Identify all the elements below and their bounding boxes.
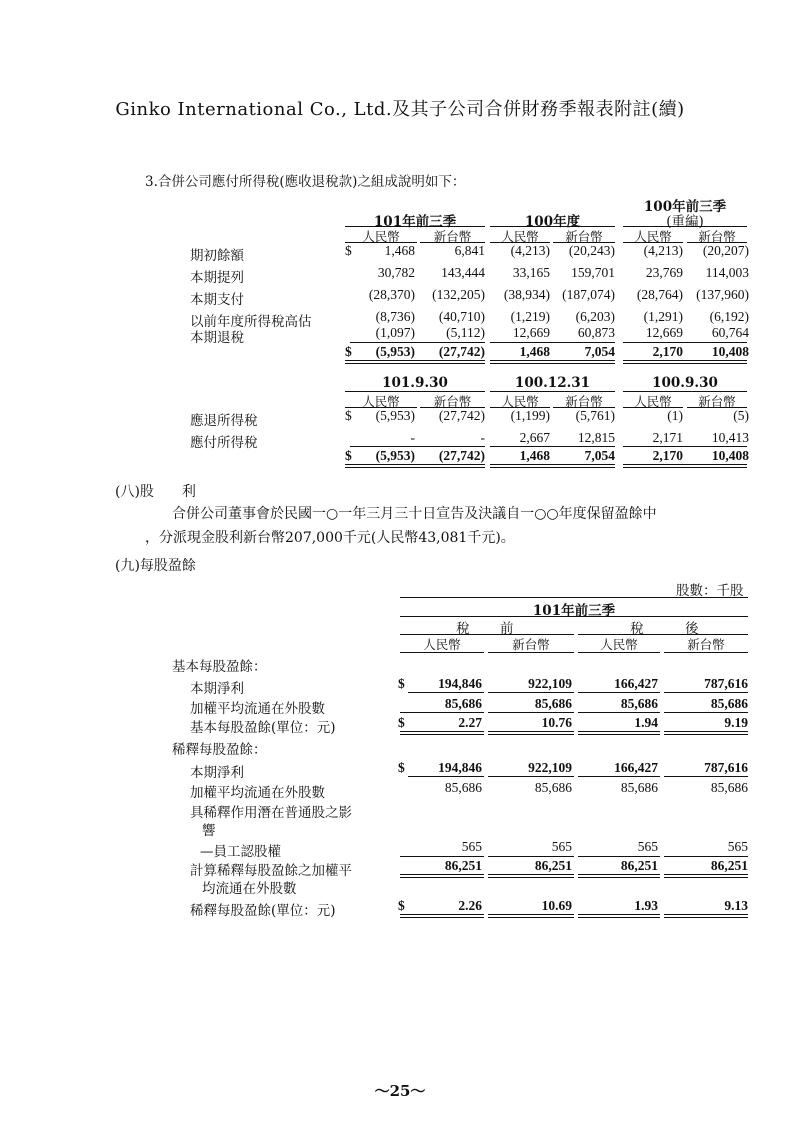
cell: 114,003 xyxy=(705,265,749,280)
cell: 33,165 xyxy=(512,265,550,280)
cell: 922,109 xyxy=(528,676,572,691)
cell: 787,616 xyxy=(704,760,748,775)
cell: (8,736) xyxy=(375,309,415,324)
currency-ntd: 新台幣 xyxy=(433,394,472,409)
cell: 23,769 xyxy=(645,265,683,280)
currency-rmb: 人民幣 xyxy=(362,394,400,409)
cell: 9.13 xyxy=(724,898,748,913)
currency-rmb: 人民幣 xyxy=(634,394,672,409)
total-cell: 7,054 xyxy=(584,448,615,463)
cell: 2.27 xyxy=(458,715,482,730)
row-label: 應退所得稅 xyxy=(190,413,258,429)
cell: 60,764 xyxy=(711,325,749,340)
cell: 12,669 xyxy=(645,325,683,340)
cell: (5,761) xyxy=(575,408,615,423)
currency-ntd: 新台幣 xyxy=(512,637,550,652)
dividend-paragraph-1: 合併公司董事會於民國一○一年三月三十日宣告及決議自一○○年度保留盈餘中 xyxy=(172,506,657,522)
cell: - xyxy=(480,430,485,445)
dollar-sign: $ xyxy=(345,243,352,258)
eps-heading: (九)每股盈餘 xyxy=(115,558,196,574)
currency-rmb: 人民幣 xyxy=(600,637,638,652)
cell: 194,846 xyxy=(438,676,482,691)
row-label-cont: 響 xyxy=(202,823,216,839)
currency-rmb: 人民幣 xyxy=(423,637,461,652)
cell: (28,764) xyxy=(636,287,683,302)
cell: (5) xyxy=(733,408,749,423)
total-cell: (5,953) xyxy=(375,344,415,359)
cell: 86,251 xyxy=(620,858,658,873)
cell: 565 xyxy=(461,839,482,854)
cell: (1,097) xyxy=(375,325,415,340)
cell: (6,192) xyxy=(709,309,749,324)
cell: 194,846 xyxy=(438,760,482,775)
cell: 60,873 xyxy=(577,325,615,340)
date-header-1: 101.9.30 xyxy=(382,375,448,391)
total-cell: 2,170 xyxy=(652,344,683,359)
row-label: 本期退稅 xyxy=(190,330,244,346)
row-label: 加權平均流通在外股數 xyxy=(190,701,325,717)
dollar-sign: $ xyxy=(345,344,352,359)
cell: (20,243) xyxy=(568,243,615,258)
eps-period: 101年前三季 xyxy=(532,603,616,619)
currency-ntd: 新台幣 xyxy=(687,637,725,652)
pre-tax-1: 稅 xyxy=(456,621,470,637)
tax-heading: 3.合併公司應付所得稅(應收退稅款)之組成說明如下： xyxy=(145,174,466,190)
dollar-sign: $ xyxy=(398,676,405,691)
cell: 85,686 xyxy=(534,696,572,711)
cell: 565 xyxy=(551,839,572,854)
currency-ntd: 新台幣 xyxy=(433,229,472,244)
cell: 86,251 xyxy=(710,858,748,873)
cell: 922,109 xyxy=(528,760,572,775)
total-cell: 10,408 xyxy=(711,448,749,463)
cell: (1,291) xyxy=(643,309,683,324)
cell: (6,203) xyxy=(575,309,615,324)
currency-rmb: 人民幣 xyxy=(501,394,539,409)
total-cell: 2,170 xyxy=(652,448,683,463)
cell: 85,686 xyxy=(534,780,572,795)
cell: 2,171 xyxy=(652,430,683,445)
total-cell: (27,742) xyxy=(438,448,485,463)
cell: 85,686 xyxy=(710,696,748,711)
cell: (4,213) xyxy=(643,243,683,258)
eps-unit: 股數：千股 xyxy=(676,583,744,599)
page-number: ～25～ xyxy=(374,1082,426,1100)
total-cell: 7,054 xyxy=(584,344,615,359)
diluted-eps-heading: 稀釋每股盈餘： xyxy=(172,742,267,758)
cell: 143,444 xyxy=(441,265,485,280)
currency-ntd: 新台幣 xyxy=(565,229,603,244)
cell: 10.69 xyxy=(541,898,572,913)
cell: 10,413 xyxy=(711,430,749,445)
cell: 565 xyxy=(637,839,658,854)
row-label: 加權平均流通在外股數 xyxy=(190,785,325,801)
cell: (1,199) xyxy=(510,408,550,423)
dollar-sign: $ xyxy=(345,448,352,463)
currency-ntd: 新台幣 xyxy=(698,229,736,244)
date-header-2: 100.12.31 xyxy=(514,375,591,391)
cell: 1.93 xyxy=(634,898,658,913)
cell: 85,686 xyxy=(444,780,482,795)
cell: (4,213) xyxy=(510,243,550,258)
pre-tax-2: 前 xyxy=(500,621,514,637)
dollar-sign: $ xyxy=(398,715,405,730)
cell: (132,205) xyxy=(432,287,485,302)
cell: 86,251 xyxy=(444,858,482,873)
cell: 166,427 xyxy=(614,760,658,775)
cell: (27,742) xyxy=(438,408,485,423)
cell: 787,616 xyxy=(704,676,748,691)
cell: 10.76 xyxy=(541,715,572,730)
dollar-sign: $ xyxy=(398,898,405,913)
total-cell: (5,953) xyxy=(375,448,415,463)
currency-rmb: 人民幣 xyxy=(362,229,400,244)
date-header-3: 100.9.30 xyxy=(652,375,718,391)
cell: 9.19 xyxy=(724,715,748,730)
basic-eps-heading: 基本每股盈餘： xyxy=(172,659,267,675)
cell: (1,219) xyxy=(510,309,550,324)
currency-rmb: 人民幣 xyxy=(634,229,672,244)
row-label: 基本每股盈餘(單位：元) xyxy=(190,720,336,736)
row-label: 稀釋每股盈餘(單位：元) xyxy=(190,903,336,919)
cell: 30,782 xyxy=(377,265,415,280)
cell: 159,701 xyxy=(571,265,615,280)
row-label: 期初餘額 xyxy=(190,248,244,264)
cell: 1.94 xyxy=(634,715,658,730)
row-label: 計算稀釋每股盈餘之加權平 xyxy=(190,863,352,879)
dividend-heading: (八)股 利 xyxy=(115,484,196,500)
cell: 12,669 xyxy=(512,325,550,340)
cell: (28,370) xyxy=(368,287,415,302)
currency-rmb: 人民幣 xyxy=(501,229,539,244)
cell: 166,427 xyxy=(614,676,658,691)
cell: 86,251 xyxy=(534,858,572,873)
dollar-sign: $ xyxy=(345,408,352,423)
cell: 85,686 xyxy=(444,696,482,711)
cell: 85,686 xyxy=(620,696,658,711)
row-label: 以前年度所得稅高估 xyxy=(190,314,312,330)
period-header-3-note: (重編) xyxy=(666,214,704,230)
page-title: Ginko International Co., Ltd.及其子公司合併財務季報表附註(續) xyxy=(115,99,685,120)
cell: 12,815 xyxy=(577,430,615,445)
row-label: 本期提列 xyxy=(190,270,244,286)
cell: (20,207) xyxy=(702,243,749,258)
row-label: 本期淨利 xyxy=(190,765,244,781)
row-label: 具稀釋作用潛在普通股之影 xyxy=(190,805,352,821)
cell: 6,841 xyxy=(454,243,485,258)
cell: (1) xyxy=(667,408,683,423)
total-cell: 1,468 xyxy=(519,448,550,463)
period-header-3: 100年前三季 xyxy=(643,199,727,215)
cell: (5,953) xyxy=(375,408,415,423)
row-label-cont: 均流通在外股數 xyxy=(202,881,297,897)
cell: (137,960) xyxy=(696,287,749,302)
cell: 1,468 xyxy=(384,243,415,258)
total-cell: 10,408 xyxy=(711,344,749,359)
cell: (187,074) xyxy=(562,287,615,302)
dollar-sign: $ xyxy=(398,760,405,775)
post-tax-1: 稅 xyxy=(630,621,644,637)
cell: (38,934) xyxy=(503,287,550,302)
dividend-paragraph-2: ，分派現金股利新台幣207,000千元(人民幣43,081千元)。 xyxy=(145,530,515,546)
cell: 565 xyxy=(727,839,748,854)
currency-ntd: 新台幣 xyxy=(565,394,603,409)
row-label: 本期淨利 xyxy=(190,681,244,697)
row-label: 應付所得稅 xyxy=(190,435,258,451)
cell: - xyxy=(410,430,415,445)
row-label: —員工認股權 xyxy=(200,844,281,860)
cell: 2.26 xyxy=(458,898,482,913)
cell: 85,686 xyxy=(620,780,658,795)
period-header-1: 101年前三季 xyxy=(373,214,457,230)
cell: 85,686 xyxy=(710,780,748,795)
cell: (5,112) xyxy=(446,325,485,340)
row-label: 本期支付 xyxy=(190,292,244,308)
cell: 2,667 xyxy=(519,430,550,445)
currency-ntd: 新台幣 xyxy=(698,394,736,409)
post-tax-2: 後 xyxy=(685,621,699,637)
cell: (40,710) xyxy=(438,309,485,324)
total-cell: (27,742) xyxy=(438,344,485,359)
total-cell: 1,468 xyxy=(519,344,550,359)
period-header-2: 100年度 xyxy=(524,214,581,230)
